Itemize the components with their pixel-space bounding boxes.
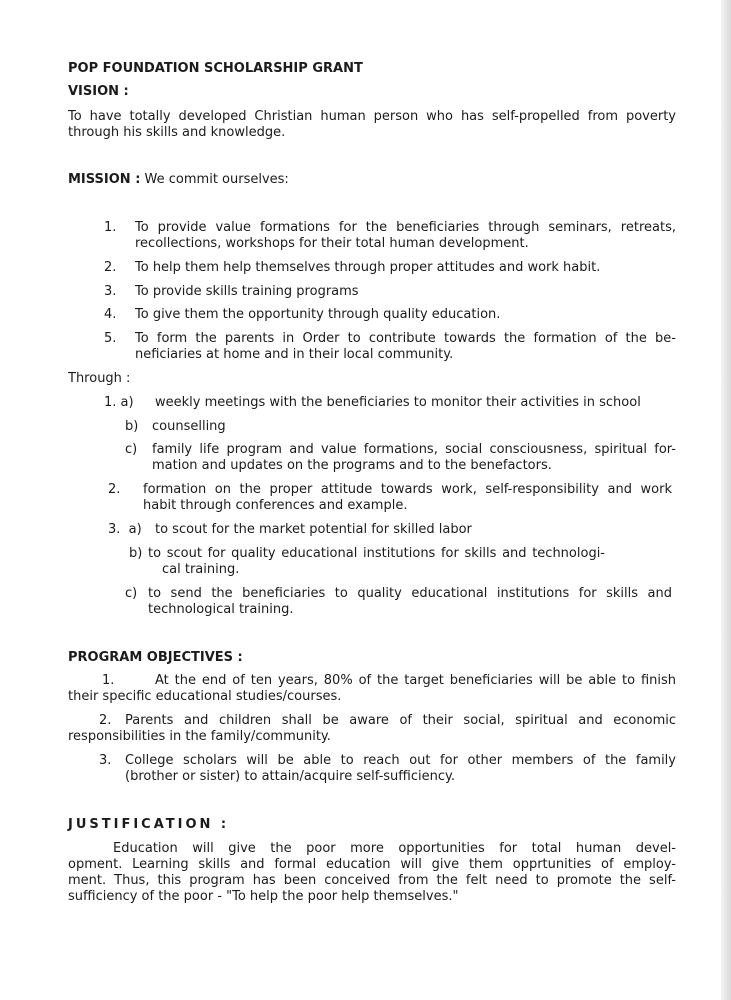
- through-item-2-number: 2.: [108, 482, 121, 497]
- mission-item-number: 1.: [104, 220, 117, 235]
- through-heading: Through :: [68, 371, 131, 386]
- objective-number: 1.: [102, 673, 115, 688]
- mission-heading-line: [68, 172, 289, 189]
- objective-text: College scholars will be able to reach out for other members of the family: [125, 753, 676, 768]
- mission-item-number: 2.: [104, 260, 117, 275]
- mission-heading: MISSION :: [68, 172, 141, 187]
- through-item-3b-text: cal training.: [162, 562, 240, 577]
- objective-text: (brother or sister) to attain/acquire self-sufficiency.: [125, 769, 455, 784]
- through-item-2-text: habit through conferences and example.: [143, 498, 408, 513]
- justification-text-line-3: ment. Thus, this program has been conceived from the felt need to promote the self-: [68, 873, 676, 888]
- mission-item-number: 5.: [104, 331, 117, 346]
- through-item-2-text: formation on the proper attitude towards work, self-responsibility and work: [143, 482, 672, 497]
- objective-text: their specific educational studies/courses.: [68, 689, 342, 704]
- through-item-1a-text: weekly meetings with the beneficiaries to monitor their activities in school: [155, 395, 641, 410]
- objective-text: responsibilities in the family/community.: [68, 729, 331, 744]
- mission-item-text: To help them help themselves through proper attitudes and work habit.: [135, 260, 601, 275]
- mission-item-text: To form the parents in Order to contribute towards the formation of the be-: [135, 331, 676, 346]
- through-item-3b-text: to scout for quality educational institutions for skills and technologi-: [148, 546, 605, 561]
- mission-item-number: 3.: [104, 284, 117, 299]
- document-title: POP FOUNDATION SCHOLARSHIP GRANT: [68, 61, 363, 76]
- justification-text-line-2: opment. Learning skills and formal education will give them opprtunities of employ-: [68, 857, 676, 872]
- justification-heading: JUSTIFICATION :: [68, 817, 230, 832]
- through-item-3c-text: to send the beneficiaries to quality educational institutions for skills and: [148, 586, 672, 601]
- objectives-heading: PROGRAM OBJECTIVES :: [68, 650, 243, 665]
- mission-item-text: neficiaries at home and in their local community.: [135, 347, 454, 362]
- objective-text: Parents and children shall be aware of their social, spiritual and economic: [125, 713, 676, 728]
- through-item-3b-label: b): [129, 546, 143, 561]
- page-edge-shadow: [721, 0, 731, 1000]
- vision-text-line-1: To have totally developed Christian human person who has self-propelled from poverty: [68, 109, 676, 124]
- justification-text-line-1: Education will give the poor more opportunities for total human devel-: [113, 841, 676, 856]
- objective-text: At the end of ten years, 80% of the target beneficiaries will be able to finish: [155, 673, 676, 688]
- objective-number: 2.: [99, 713, 112, 728]
- vision-text-line-2: through his skills and knowledge.: [68, 125, 286, 140]
- mission-item-text: To provide value formations for the beneficiaries through seminars, retreats,: [135, 220, 676, 235]
- through-item-1b-text: counselling: [152, 419, 226, 434]
- mission-intro: We commit ourselves:: [140, 172, 289, 187]
- through-item-1c-text: mation and updates on the programs and to the benefactors.: [152, 458, 552, 473]
- through-item-3c-label: c): [125, 586, 138, 601]
- through-item-1-number: 1. a): [104, 395, 134, 410]
- mission-item-text: recollections, workshops for their total human development.: [135, 236, 529, 251]
- mission-item-text: To give them the opportunity through quality education.: [135, 307, 501, 322]
- justification-text-line-4: sufficiency of the poor - "To help the poor help themselves.": [68, 889, 459, 904]
- mission-item-text: To provide skills training programs: [135, 284, 359, 299]
- through-item-3-number: 3. a): [108, 522, 142, 537]
- through-item-3c-text: technological training.: [148, 602, 294, 617]
- through-item-1c-text: family life program and value formations, social consciousness, spiritual for-: [152, 442, 676, 457]
- objective-number: 3.: [99, 753, 112, 768]
- vision-heading: VISION :: [68, 84, 129, 99]
- through-item-1c-label: c): [125, 442, 138, 457]
- mission-item-number: 4.: [104, 307, 117, 322]
- through-item-3a-text: to scout for the market potential for skilled labor: [155, 522, 472, 537]
- through-item-1b-label: b): [125, 419, 139, 434]
